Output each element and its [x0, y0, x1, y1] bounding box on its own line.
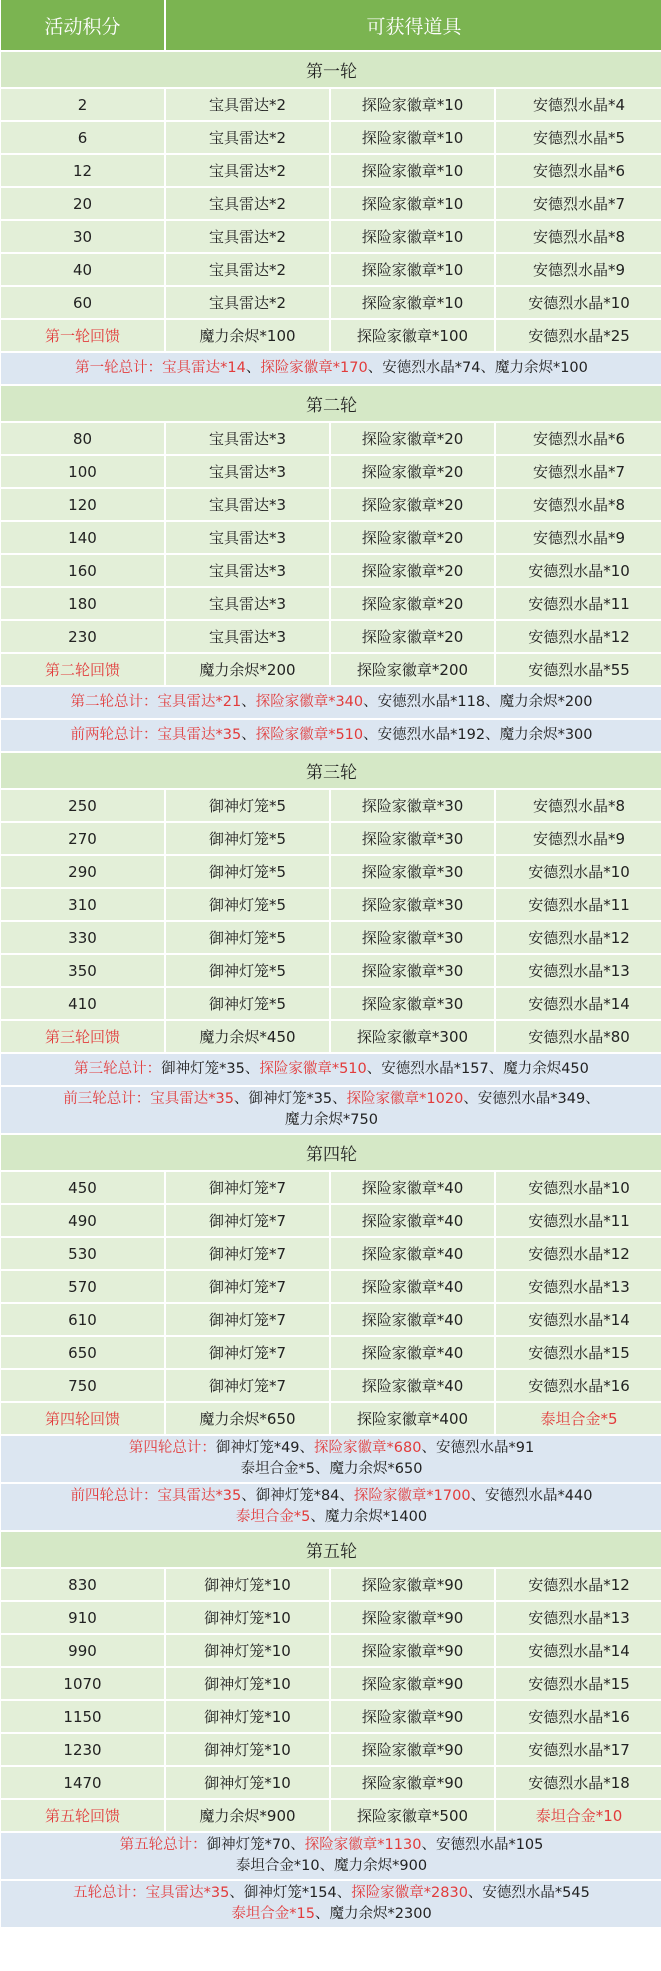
item-cell: 安德烈水晶*80: [496, 1021, 661, 1052]
score-cell: 100: [1, 456, 166, 487]
summary-line: [71, 1507, 593, 1528]
item-cell: 安德烈水晶*8: [496, 790, 661, 821]
table-row: [1, 955, 661, 988]
table-row: [1, 555, 661, 588]
item-cell: 安德烈水晶*13: [496, 955, 661, 986]
round-summary: [1, 687, 661, 720]
score-cell: 230: [1, 621, 166, 652]
summary-highlight: 第二轮总计：: [70, 694, 158, 710]
score-cell: 30: [1, 221, 166, 252]
item-cell: 安德烈水晶*5: [496, 122, 661, 153]
item-cell: 安德烈水晶*17: [496, 1734, 661, 1765]
item-cell: 探险家徽章*30: [331, 823, 496, 854]
table-row: [1, 1767, 661, 1800]
score-cell: 160: [1, 555, 166, 586]
round-summary: [1, 1833, 661, 1881]
feedback-row: [1, 320, 661, 353]
summary-highlight: 第五轮总计：: [119, 1837, 207, 1853]
feedback-row: [1, 1800, 661, 1833]
summary-highlight: 前四轮总计：: [70, 1488, 158, 1504]
item-cell: 泰坦合金*10: [496, 1800, 661, 1831]
summary-highlight: 前两轮总计：: [70, 727, 158, 743]
score-cell: 6: [1, 122, 166, 153]
item-cell: 御神灯笼*10: [166, 1701, 331, 1732]
item-cell: 探险家徽章*10: [331, 188, 496, 219]
table-row: [1, 122, 661, 155]
item-cell: 安德烈水晶*9: [496, 522, 661, 553]
item-cell: 探险家徽章*90: [331, 1602, 496, 1633]
summary-highlight: 探险家徽章*510: [255, 727, 364, 743]
score-cell: 610: [1, 1304, 166, 1335]
item-cell: 安德烈水晶*8: [496, 221, 661, 252]
header-items: 可获得道具: [166, 0, 661, 50]
item-cell: 宝具雷达*3: [166, 555, 331, 586]
summary-text: 、魔力余烬*1400: [310, 1509, 428, 1525]
score-cell: 910: [1, 1602, 166, 1633]
item-cell: 探险家徽章*400: [331, 1403, 496, 1434]
item-cell: 探险家徽章*40: [331, 1205, 496, 1236]
item-cell: 探险家徽章*10: [331, 287, 496, 318]
score-cell: 250: [1, 790, 166, 821]
item-cell: 御神灯笼*7: [166, 1271, 331, 1302]
feedback-label: 第二轮回馈: [1, 654, 166, 685]
item-cell: 探险家徽章*90: [331, 1767, 496, 1798]
header-score: 活动积分: [1, 0, 166, 50]
table-row: [1, 522, 661, 555]
item-cell: 宝具雷达*2: [166, 254, 331, 285]
score-cell: 570: [1, 1271, 166, 1302]
item-cell: 探险家徽章*90: [331, 1569, 496, 1600]
item-cell: 魔力余烬*200: [166, 654, 331, 685]
summary-highlight: 五轮总计：: [73, 1885, 146, 1901]
item-cell: 探险家徽章*20: [331, 456, 496, 487]
item-cell: 安德烈水晶*11: [496, 1205, 661, 1236]
item-cell: 魔力余烬*450: [166, 1021, 331, 1052]
item-cell: 宝具雷达*2: [166, 221, 331, 252]
item-cell: 御神灯笼*10: [166, 1635, 331, 1666]
item-cell: 安德烈水晶*10: [496, 1172, 661, 1203]
score-cell: 1470: [1, 1767, 166, 1798]
table-row: [1, 1304, 661, 1337]
item-cell: 御神灯笼*10: [166, 1668, 331, 1699]
feedback-label: 第五轮回馈: [1, 1800, 166, 1831]
item-cell: 安德烈水晶*6: [496, 155, 661, 186]
item-cell: 探险家徽章*20: [331, 555, 496, 586]
summary-line: [129, 1438, 534, 1459]
summary-highlight: 探险家徽章*2830: [351, 1885, 468, 1901]
table-row: [1, 287, 661, 320]
score-cell: 40: [1, 254, 166, 285]
item-cell: 探险家徽章*10: [331, 254, 496, 285]
table-row: [1, 1668, 661, 1701]
summary-text: 、: [245, 360, 261, 376]
round-title: 第三轮: [1, 753, 661, 790]
item-cell: 探险家徽章*10: [331, 89, 496, 120]
item-cell: 安德烈水晶*15: [496, 1668, 661, 1699]
summary-text: 、安德烈水晶*349、: [463, 1091, 600, 1107]
table-row: [1, 1370, 661, 1403]
table-row: [1, 1172, 661, 1205]
summary-text: 泰坦合金*5、魔力余烬*650: [240, 1461, 423, 1477]
item-cell: 探险家徽章*300: [331, 1021, 496, 1052]
item-cell: 探险家徽章*20: [331, 489, 496, 520]
item-cell: 安德烈水晶*55: [496, 654, 661, 685]
score-cell: 350: [1, 955, 166, 986]
summary-line: [120, 1856, 544, 1877]
table-row: [1, 1635, 661, 1668]
item-cell: 探险家徽章*40: [331, 1370, 496, 1401]
item-cell: 探险家徽章*200: [331, 654, 496, 685]
item-cell: 安德烈水晶*12: [496, 1238, 661, 1269]
table-row: [1, 221, 661, 254]
item-cell: 安德烈水晶*7: [496, 188, 661, 219]
summary-highlight: 探险家徽章*680: [314, 1440, 422, 1456]
round-title: 第五轮: [1, 1532, 661, 1569]
summary-text: 、安德烈水晶*545: [467, 1885, 590, 1901]
summary-highlight: 第一轮总计：: [75, 360, 163, 376]
feedback-label: 第三轮回馈: [1, 1021, 166, 1052]
item-cell: 安德烈水晶*14: [496, 988, 661, 1019]
item-cell: 安德烈水晶*15: [496, 1337, 661, 1368]
summary-highlight: 泰坦合金*15: [231, 1906, 316, 1922]
score-cell: 750: [1, 1370, 166, 1401]
summary-text: 、安德烈水晶*157、魔力余烬450: [366, 1061, 589, 1077]
table-row: [1, 889, 661, 922]
summary-text: 、安德烈水晶*118、魔力余烬*200: [363, 694, 593, 710]
table-row: [1, 1602, 661, 1635]
summary-highlight: 宝具雷达*14: [162, 360, 246, 376]
item-cell: 探险家徽章*10: [331, 221, 496, 252]
summary-highlight: 第三轮总计：: [74, 1061, 162, 1077]
score-cell: 410: [1, 988, 166, 1019]
score-cell: 20: [1, 188, 166, 219]
item-cell: 御神灯笼*5: [166, 856, 331, 887]
item-cell: 宝具雷达*2: [166, 155, 331, 186]
summary-line: [120, 1835, 544, 1856]
item-cell: 安德烈水晶*13: [496, 1602, 661, 1633]
summary-text: 、: [241, 727, 256, 743]
item-cell: 泰坦合金*5: [496, 1403, 661, 1434]
item-cell: 御神灯笼*7: [166, 1337, 331, 1368]
item-cell: 探险家徽章*90: [331, 1701, 496, 1732]
score-cell: 80: [1, 423, 166, 454]
table-row: [1, 988, 661, 1021]
round-summary: [1, 1484, 661, 1532]
item-cell: 探险家徽章*40: [331, 1337, 496, 1368]
item-cell: 安德烈水晶*11: [496, 588, 661, 619]
score-cell: 310: [1, 889, 166, 920]
summary-text: 、御神灯笼*154、: [229, 1885, 352, 1901]
summary-line: [73, 1883, 590, 1904]
item-cell: 御神灯笼*10: [166, 1569, 331, 1600]
score-cell: 60: [1, 287, 166, 318]
score-cell: 140: [1, 522, 166, 553]
item-cell: 探险家徽章*30: [331, 856, 496, 887]
item-cell: 安德烈水晶*13: [496, 1271, 661, 1302]
table-row: [1, 188, 661, 221]
summary-text: 、安德烈水晶*440: [470, 1488, 593, 1504]
table-row: [1, 489, 661, 522]
summary-highlight: 探险家徽章*1700: [353, 1488, 471, 1504]
item-cell: 御神灯笼*10: [166, 1734, 331, 1765]
summary-text: 御神灯笼*35、: [161, 1061, 260, 1077]
summary-highlight: 宝具雷达*35: [145, 1885, 230, 1901]
round-title: 第一轮: [1, 52, 661, 89]
round-summary: [1, 720, 661, 753]
summary-highlight: 探险家徽章*170: [260, 360, 368, 376]
item-cell: 御神灯笼*10: [166, 1767, 331, 1798]
round-title: 第四轮: [1, 1135, 661, 1172]
score-cell: 1230: [1, 1734, 166, 1765]
summary-line: [63, 1089, 600, 1110]
item-cell: 御神灯笼*7: [166, 1205, 331, 1236]
item-cell: 宝具雷达*3: [166, 489, 331, 520]
summary-text: 泰坦合金*10、魔力余烬*900: [235, 1858, 428, 1874]
item-cell: 探险家徽章*30: [331, 988, 496, 1019]
item-cell: 安德烈水晶*12: [496, 621, 661, 652]
item-cell: 御神灯笼*5: [166, 823, 331, 854]
feedback-row: [1, 1021, 661, 1054]
item-cell: 安德烈水晶*18: [496, 1767, 661, 1798]
summary-highlight: 探险家徽章*1020: [346, 1091, 464, 1107]
item-cell: 安德烈水晶*10: [496, 856, 661, 887]
item-cell: 御神灯笼*7: [166, 1370, 331, 1401]
item-cell: 探险家徽章*40: [331, 1172, 496, 1203]
item-cell: 安德烈水晶*11: [496, 889, 661, 920]
item-cell: 探险家徽章*30: [331, 790, 496, 821]
item-cell: 御神灯笼*7: [166, 1304, 331, 1335]
item-cell: 魔力余烬*900: [166, 1800, 331, 1831]
item-cell: 安德烈水晶*16: [496, 1370, 661, 1401]
item-cell: 安德烈水晶*25: [496, 320, 661, 351]
item-cell: 安德烈水晶*9: [496, 254, 661, 285]
item-cell: 御神灯笼*5: [166, 955, 331, 986]
item-cell: 探险家徽章*30: [331, 955, 496, 986]
item-cell: 御神灯笼*10: [166, 1602, 331, 1633]
table-row: [1, 790, 661, 823]
summary-text: 、魔力余烬*2300: [315, 1906, 432, 1922]
score-cell: 2: [1, 89, 166, 120]
score-cell: 180: [1, 588, 166, 619]
table-row: [1, 155, 661, 188]
summary-line: [63, 1110, 600, 1131]
score-cell: 990: [1, 1635, 166, 1666]
item-cell: 安德烈水晶*14: [496, 1635, 661, 1666]
item-cell: 魔力余烬*650: [166, 1403, 331, 1434]
item-cell: 宝具雷达*2: [166, 89, 331, 120]
item-cell: 御神灯笼*5: [166, 790, 331, 821]
item-cell: 御神灯笼*5: [166, 988, 331, 1019]
summary-line: [71, 725, 593, 746]
feedback-label: 第一轮回馈: [1, 320, 166, 351]
round-summary: [1, 1087, 661, 1135]
round-title: 第二轮: [1, 386, 661, 423]
summary-highlight: 探险家徽章*510: [259, 1061, 367, 1077]
score-cell: 270: [1, 823, 166, 854]
table-row: [1, 1238, 661, 1271]
table-row: [1, 823, 661, 856]
table-row: [1, 423, 661, 456]
table-row: [1, 1734, 661, 1767]
summary-text: 、安德烈水晶*74、魔力余烬*100: [367, 360, 588, 376]
item-cell: 宝具雷达*3: [166, 588, 331, 619]
item-cell: 宝具雷达*2: [166, 287, 331, 318]
summary-line: [129, 1459, 534, 1480]
item-cell: 探险家徽章*90: [331, 1635, 496, 1666]
round-summary: [1, 1054, 661, 1087]
summary-highlight: 前三轮总计：: [63, 1091, 151, 1107]
score-cell: 12: [1, 155, 166, 186]
summary-line: [71, 1486, 593, 1507]
summary-highlight: 探险家徽章*1130: [304, 1837, 422, 1853]
score-cell: 290: [1, 856, 166, 887]
table-row: [1, 922, 661, 955]
item-cell: 安德烈水晶*10: [496, 555, 661, 586]
item-cell: 探险家徽章*30: [331, 889, 496, 920]
summary-line: [73, 1904, 590, 1925]
item-cell: 探险家徽章*90: [331, 1668, 496, 1699]
item-cell: 探险家徽章*10: [331, 155, 496, 186]
summary-highlight: 第四轮总计：: [128, 1440, 216, 1456]
summary-text: 、安德烈水晶*192、魔力余烬*300: [363, 727, 593, 743]
summary-line: [75, 358, 588, 379]
score-cell: 120: [1, 489, 166, 520]
table-row: [1, 856, 661, 889]
item-cell: 安德烈水晶*8: [496, 489, 661, 520]
summary-highlight: 宝具雷达*21: [157, 694, 242, 710]
item-cell: 魔力余烬*100: [166, 320, 331, 351]
summary-text: 、安德烈水晶*105: [421, 1837, 544, 1853]
summary-line: [74, 1059, 589, 1080]
round-summary: [1, 1436, 661, 1484]
item-cell: 探险家徽章*10: [331, 122, 496, 153]
item-cell: 探险家徽章*20: [331, 423, 496, 454]
round-summary: [1, 1881, 661, 1929]
table-row: [1, 1205, 661, 1238]
item-cell: 安德烈水晶*6: [496, 423, 661, 454]
table-row: [1, 1701, 661, 1734]
summary-text: 、安德烈水晶*91: [421, 1440, 535, 1456]
item-cell: 探险家徽章*40: [331, 1271, 496, 1302]
summary-text: 御神灯笼*70、: [206, 1837, 305, 1853]
summary-highlight: 探险家徽章*340: [255, 694, 364, 710]
summary-text: 、御神灯笼*84、: [241, 1488, 354, 1504]
summary-text: 御神灯笼*49、: [215, 1440, 315, 1456]
summary-text: 、御神灯笼*35、: [233, 1091, 347, 1107]
item-cell: 安德烈水晶*4: [496, 89, 661, 120]
item-cell: 探险家徽章*100: [331, 320, 496, 351]
score-cell: 650: [1, 1337, 166, 1368]
summary-highlight: 泰坦合金*5: [235, 1509, 311, 1525]
summary-text: 魔力余烬*750: [285, 1112, 378, 1128]
item-cell: 探险家徽章*20: [331, 588, 496, 619]
table-row: [1, 254, 661, 287]
table-row: [1, 1569, 661, 1602]
score-cell: 1070: [1, 1668, 166, 1699]
item-cell: 探险家徽章*40: [331, 1304, 496, 1335]
item-cell: 探险家徽章*500: [331, 1800, 496, 1831]
score-cell: 830: [1, 1569, 166, 1600]
table-row: [1, 1271, 661, 1304]
item-cell: 御神灯笼*5: [166, 922, 331, 953]
summary-line: [71, 692, 593, 713]
rounds-container: [1, 52, 661, 1929]
item-cell: 宝具雷达*3: [166, 456, 331, 487]
item-cell: 探险家徽章*90: [331, 1734, 496, 1765]
summary-highlight: 宝具雷达*35: [157, 1488, 242, 1504]
table-header: [1, 0, 661, 52]
table-row: [1, 456, 661, 489]
item-cell: 安德烈水晶*9: [496, 823, 661, 854]
score-cell: 1150: [1, 1701, 166, 1732]
item-cell: 探险家徽章*30: [331, 922, 496, 953]
score-cell: 530: [1, 1238, 166, 1269]
feedback-row: [1, 654, 661, 687]
summary-text: 、: [241, 694, 256, 710]
item-cell: 安德烈水晶*10: [496, 287, 661, 318]
item-cell: 御神灯笼*7: [166, 1172, 331, 1203]
item-cell: 御神灯笼*5: [166, 889, 331, 920]
item-cell: 探险家徽章*40: [331, 1238, 496, 1269]
item-cell: 宝具雷达*3: [166, 423, 331, 454]
summary-highlight: 宝具雷达*35: [157, 727, 242, 743]
summary-highlight: 宝具雷达*35: [150, 1091, 234, 1107]
item-cell: 安德烈水晶*12: [496, 922, 661, 953]
item-cell: 安德烈水晶*7: [496, 456, 661, 487]
table-row: [1, 621, 661, 654]
item-cell: 探险家徽章*20: [331, 522, 496, 553]
item-cell: 安德烈水晶*16: [496, 1701, 661, 1732]
table-row: [1, 89, 661, 122]
item-cell: 宝具雷达*3: [166, 621, 331, 652]
round-summary: [1, 353, 661, 386]
item-cell: 宝具雷达*2: [166, 122, 331, 153]
item-cell: 御神灯笼*7: [166, 1238, 331, 1269]
item-cell: 宝具雷达*2: [166, 188, 331, 219]
feedback-row: [1, 1403, 661, 1436]
item-cell: 安德烈水晶*14: [496, 1304, 661, 1335]
score-cell: 490: [1, 1205, 166, 1236]
item-cell: 安德烈水晶*12: [496, 1569, 661, 1600]
score-cell: 450: [1, 1172, 166, 1203]
item-cell: 探险家徽章*20: [331, 621, 496, 652]
item-cell: 宝具雷达*3: [166, 522, 331, 553]
score-cell: 330: [1, 922, 166, 953]
table-row: [1, 588, 661, 621]
table-row: [1, 1337, 661, 1370]
feedback-label: 第四轮回馈: [1, 1403, 166, 1434]
